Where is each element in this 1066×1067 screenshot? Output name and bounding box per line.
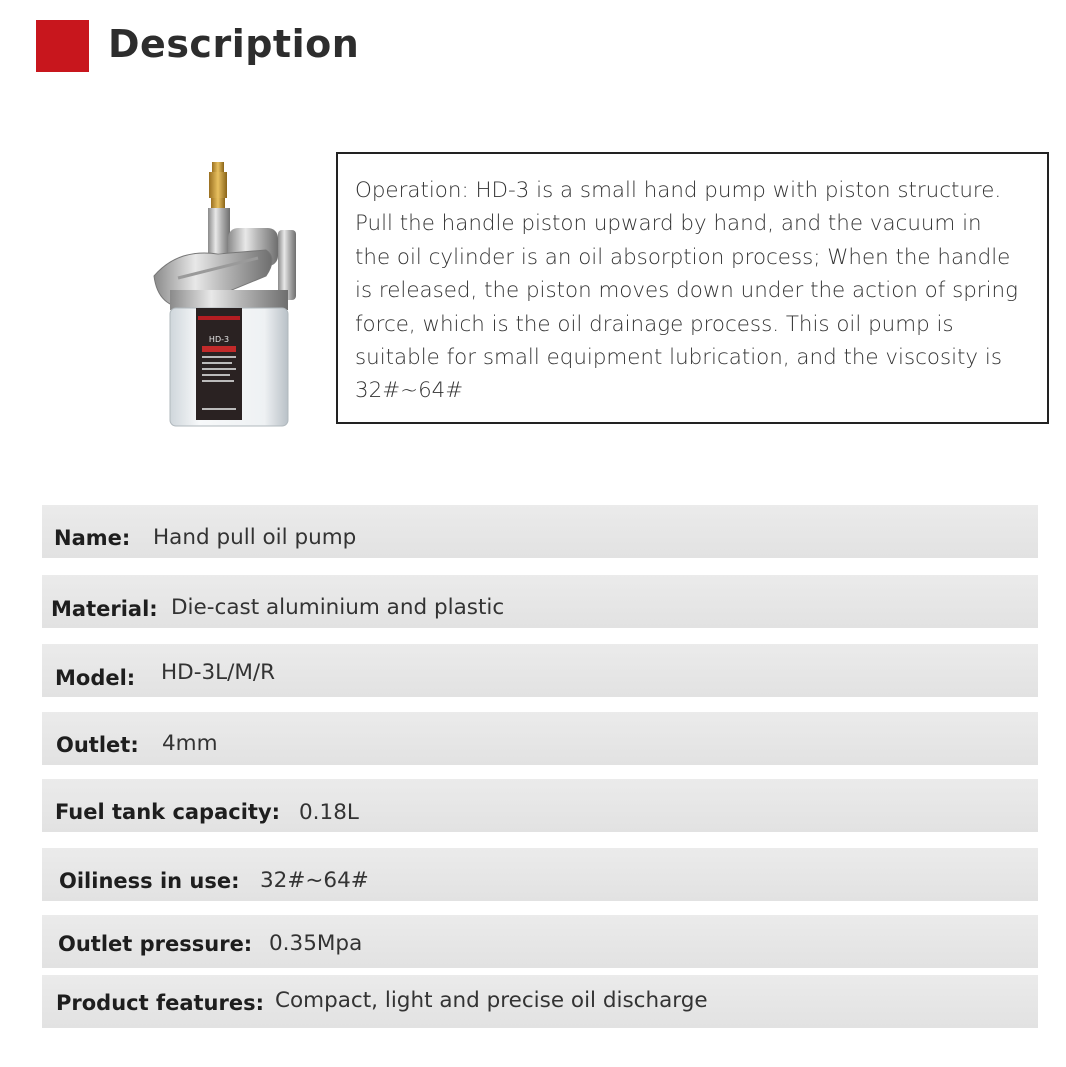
spec-label: Outlet pressure: bbox=[58, 932, 253, 956]
spec-value: 4mm bbox=[162, 731, 218, 756]
spec-label: Product features: bbox=[56, 991, 264, 1015]
spec-value: 0.35Mpa bbox=[269, 931, 363, 956]
description-box bbox=[336, 152, 1049, 424]
description-text: Operation: HD-3 is a small hand pump with piston structure. Pull the handle piston upward by hand, and the vacuum in the oil cylinder is an oil absorption process; When the handle is released, the piston moves down under the action of spring force, which is the oil drainage process. This oil pump is suitable for small equipment lubrication, and the viscosity is 32#~64# bbox=[355, 178, 1018, 404]
oil-pump-photo bbox=[148, 158, 308, 433]
spec-row-material bbox=[42, 575, 1038, 628]
spec-label: Model: bbox=[55, 666, 136, 690]
spec-label: Fuel tank capacity: bbox=[55, 800, 281, 824]
spec-value: Hand pull oil pump bbox=[153, 525, 357, 550]
spec-value: HD-3L/M/R bbox=[161, 660, 276, 685]
spec-value: Compact, light and precise oil discharge bbox=[275, 988, 708, 1013]
spec-label: Oiliness in use: bbox=[59, 869, 240, 893]
spec-row-fuel-tank bbox=[42, 779, 1038, 832]
page-title: Description bbox=[108, 22, 360, 66]
spec-row-outlet bbox=[42, 712, 1038, 765]
spec-value: Die-cast aluminium and plastic bbox=[171, 595, 505, 620]
spec-row-name bbox=[42, 505, 1038, 558]
spec-value: 0.18L bbox=[299, 800, 359, 825]
spec-label: Outlet: bbox=[56, 733, 139, 757]
spec-row-pressure bbox=[42, 915, 1038, 968]
spec-row-model bbox=[42, 644, 1038, 697]
spec-row-features bbox=[42, 975, 1038, 1028]
spec-label: Name: bbox=[54, 526, 131, 550]
spec-value: 32#~64# bbox=[260, 868, 369, 893]
spec-row-oiliness bbox=[42, 848, 1038, 901]
label-model-text: HD-3 bbox=[208, 335, 230, 344]
header-accent-square bbox=[36, 20, 89, 72]
spec-label: Material: bbox=[51, 597, 158, 621]
